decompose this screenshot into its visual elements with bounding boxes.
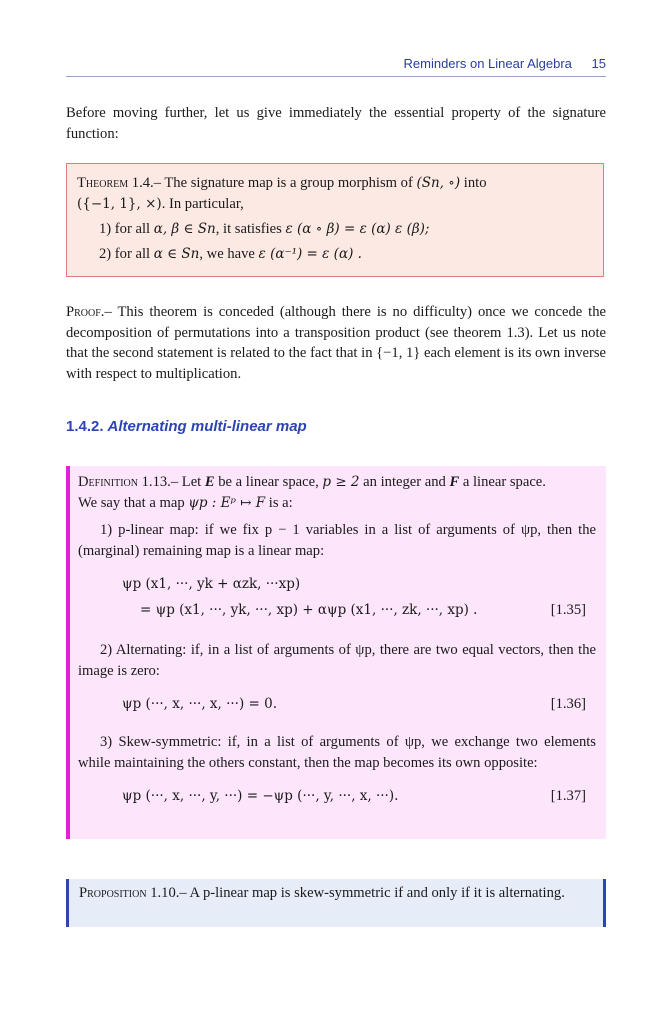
theorem-statement: Theorem 1.4.– The signature map is a group morphism of (Sn, ∘) into ({−1, 1}, ×). In particular, — [77, 175, 487, 212]
definition-number: 1.13. — [137, 474, 171, 490]
proof-paragraph: Proof.– This theorem is conceded (although there is no difficulty) once we concede the decomposition of permutations into a transposition product (see theorem 1.3). Let us note that the second statement is related to the fact that in {−1, 1} each element is its own inverse with respect to multiplication. — [66, 304, 606, 382]
definition-item-2: 2) Alternating: if, in a list of arguments of ψp, there are two equal vectors, then the image is zero: — [78, 642, 596, 679]
equation-tag-1-36: [1.36] — [550, 696, 586, 712]
theorem-label: Theorem — [77, 175, 129, 191]
proposition-label: Proposition — [79, 885, 147, 901]
proposition-text: – A p-linear map is skew-symmetric if and only if it is alternating. — [179, 885, 565, 901]
definition-item-3: 3) Skew-symmetric: if, in a list of arguments of ψp, we exchange two elements while maintaining the others constant, then the map becomes its own opposite: — [78, 734, 596, 771]
equation-1-36: ψp (···, x, ···, x, ···) = 0. [1.36] — [78, 694, 596, 716]
running-header — [66, 56, 606, 77]
equation-tag-1-37: [1.37] — [550, 788, 586, 804]
definition-label: Definition — [78, 474, 138, 490]
equation-1-35-line-1: ψp (x1, ···, yk + αzk, ···xp) — [122, 576, 301, 592]
section-heading — [66, 418, 307, 435]
proposition-box — [66, 879, 606, 927]
theorem-item-1: 1) for all α, β ∈ Sn, it satisfies ε (α ∘ β) = ε (α) ε (β); — [99, 221, 430, 237]
equation-tag-1-35: [1.35] — [550, 602, 586, 618]
definition-box — [66, 466, 606, 839]
section-title: Alternating multi-linear map — [107, 418, 307, 435]
equation-1-35-line-2: = ψp (x1, ···, yk, ···, xp) + αψp (x1, ···, zk, ···, xp) . [1.35] — [78, 600, 596, 622]
theorem-box — [66, 163, 604, 277]
definition-statement: Definition 1.13.– Let E be a linear space, p ≥ 2 an integer and F a linear space. We say that a map ψp : Eᵖ ↦ F is a: — [78, 474, 546, 511]
page-number: 15 — [591, 56, 606, 71]
intro-paragraph: Before moving further, let us give immediately the essential property of the signature function: — [66, 105, 606, 142]
theorem-item-2: 2) for all α ∈ Sn, we have ε (α⁻¹) = ε (α) . — [99, 246, 362, 262]
proof-label: Proof. — [66, 304, 105, 320]
theorem-number: 1.4. — [128, 175, 154, 191]
definition-item-1: 1) p-linear map: if we fix p − 1 variables in a list of arguments of ψp, then the (marginal) remaining map is a linear map: — [78, 522, 596, 559]
proposition-number: 1.10. — [146, 885, 180, 901]
equation-1-37: ψp (···, x, ···, y, ···) = −ψp (···, y, ···, x, ···). [1.37] — [78, 786, 596, 808]
running-title: Reminders on Linear Algebra — [403, 56, 572, 71]
section-number: 1.4.2. — [66, 418, 104, 435]
